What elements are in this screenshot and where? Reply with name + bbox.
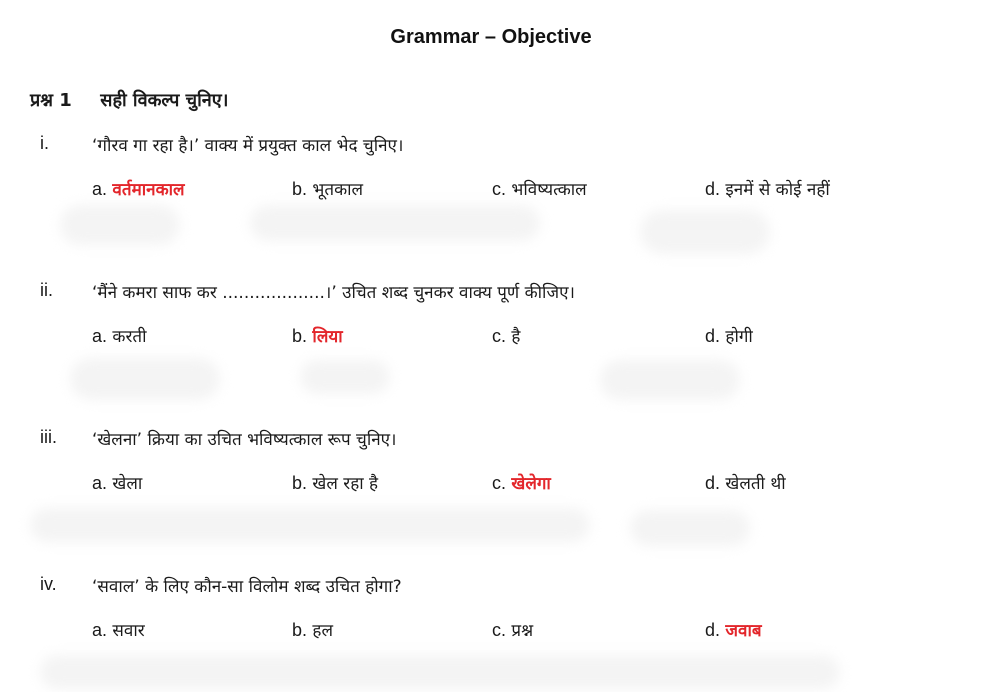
option-text: इनमें से कोई नहीं — [725, 180, 830, 200]
question-text: ‘खेलना’ क्रिया का उचित भविष्यत्काल रूप चुनिए। — [92, 430, 397, 450]
option-letter: d. — [705, 179, 721, 199]
option-text: खेल रहा है — [312, 474, 379, 494]
question-text: ‘सवाल’ के लिए कौन-सा विलोम शब्द उचित होगा? — [92, 577, 402, 597]
option-text: लिया — [312, 327, 343, 347]
option-letter: a. — [92, 326, 108, 346]
option-c — [492, 471, 551, 494]
option-text: जवाब — [725, 621, 762, 641]
section-number: प्रश्न 1 — [30, 90, 72, 111]
option-d — [705, 324, 753, 347]
option-letter: b. — [292, 473, 308, 493]
smudge — [640, 210, 770, 254]
option-text: होगी — [725, 327, 753, 347]
option-text: खेला — [112, 474, 143, 494]
smudge — [250, 205, 540, 241]
option-text: प्रश्न — [511, 621, 534, 641]
option-text: है — [511, 327, 521, 347]
option-letter: b. — [292, 620, 308, 640]
option-text: हल — [312, 621, 333, 641]
smudge — [300, 360, 390, 394]
option-c — [492, 324, 520, 347]
option-b — [292, 471, 378, 494]
smudge — [40, 655, 840, 689]
smudge — [630, 510, 750, 546]
option-letter: b. — [292, 326, 308, 346]
option-letter: a. — [92, 473, 108, 493]
option-d — [705, 471, 786, 494]
option-letter: c. — [492, 473, 507, 493]
option-letter: c. — [492, 326, 507, 346]
option-text: भूतकाल — [312, 180, 364, 200]
option-text: वर्तमानकाल — [112, 180, 185, 200]
option-text: खेलेगा — [511, 474, 551, 494]
page-title: Grammar – Objective — [390, 26, 592, 48]
section-heading — [30, 88, 229, 112]
option-b — [292, 618, 333, 641]
option-letter: d. — [705, 473, 721, 493]
option-a — [92, 324, 147, 347]
option-b — [292, 324, 343, 347]
section-instruction: सही विकल्प चुनिए। — [100, 90, 229, 111]
option-text: करती — [112, 327, 147, 347]
question-text: ‘मैंने कमरा साफ कर ...................।’ उचित शब्द चुनकर वाक्य पूर्ण कीजिए। — [92, 283, 575, 303]
question-text: ‘गौरव गा रहा है।’ वाक्य में प्रयुक्त काल भेद चुनिए। — [92, 136, 404, 156]
smudge — [60, 205, 180, 245]
option-letter: d. — [705, 620, 721, 640]
question-number: ii. — [40, 280, 53, 300]
option-text: भविष्यत्काल — [511, 180, 587, 200]
option-d — [705, 177, 830, 200]
option-c — [492, 177, 587, 200]
option-b — [292, 177, 363, 200]
option-letter: a. — [92, 620, 108, 640]
option-text: सवार — [112, 621, 145, 641]
option-letter: c. — [492, 179, 507, 199]
question-number: i. — [40, 133, 49, 153]
option-letter: d. — [705, 326, 721, 346]
option-a — [92, 618, 145, 641]
smudge — [30, 508, 590, 542]
option-letter: a. — [92, 179, 108, 199]
option-c — [492, 618, 533, 641]
option-letter: b. — [292, 179, 308, 199]
smudge — [600, 360, 740, 400]
question-number: iv. — [40, 574, 57, 594]
option-a — [92, 177, 185, 200]
option-d — [705, 618, 762, 641]
option-a — [92, 471, 142, 494]
option-letter: c. — [492, 620, 507, 640]
option-text: खेलती थी — [725, 474, 786, 494]
question-number: iii. — [40, 427, 57, 447]
smudge — [70, 358, 220, 400]
